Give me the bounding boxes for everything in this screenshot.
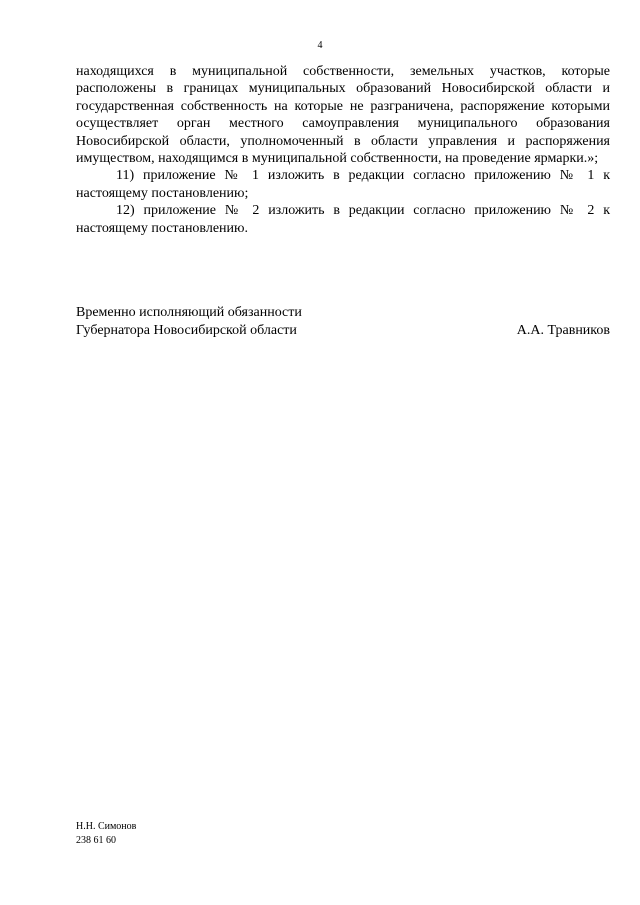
executor-block <box>76 820 136 848</box>
signer-position-line2: Губернатора Новосибирской области <box>76 323 297 338</box>
signature-block <box>76 304 610 340</box>
signer-position-line1: Временно исполняющий обязанности <box>76 305 302 320</box>
list-item-12: 12) приложение № 2 изложить в редакции согласно приложению № 2 к настоящему постановлению. <box>76 203 610 236</box>
list-item-11: 11) приложение № 1 изложить в редакции согласно приложению № 1 к настоящему постановлению; <box>76 168 610 201</box>
executor-name: Н.Н. Симонов <box>76 821 137 832</box>
page-number: 4 <box>317 40 323 51</box>
document-body <box>76 63 610 237</box>
paragraph-continuation: находящихся в муниципальной собственности, земельных участков, которые расположены в границах муниципальных образований Новосибирской области и государственная собственность на которые не разграничена, распоряжение которыми осуществляет орган местного самоуправления муниципального образования Новосибирской области, уполномоченный в области управления и распоряжения имуществом, находящимся в муниципальной собственности, на проведение ярмарки.»; <box>76 64 610 167</box>
signature-row <box>76 322 610 340</box>
signer-name: А.А. Травников <box>516 323 610 338</box>
executor-phone: 238 61 60 <box>76 835 116 846</box>
